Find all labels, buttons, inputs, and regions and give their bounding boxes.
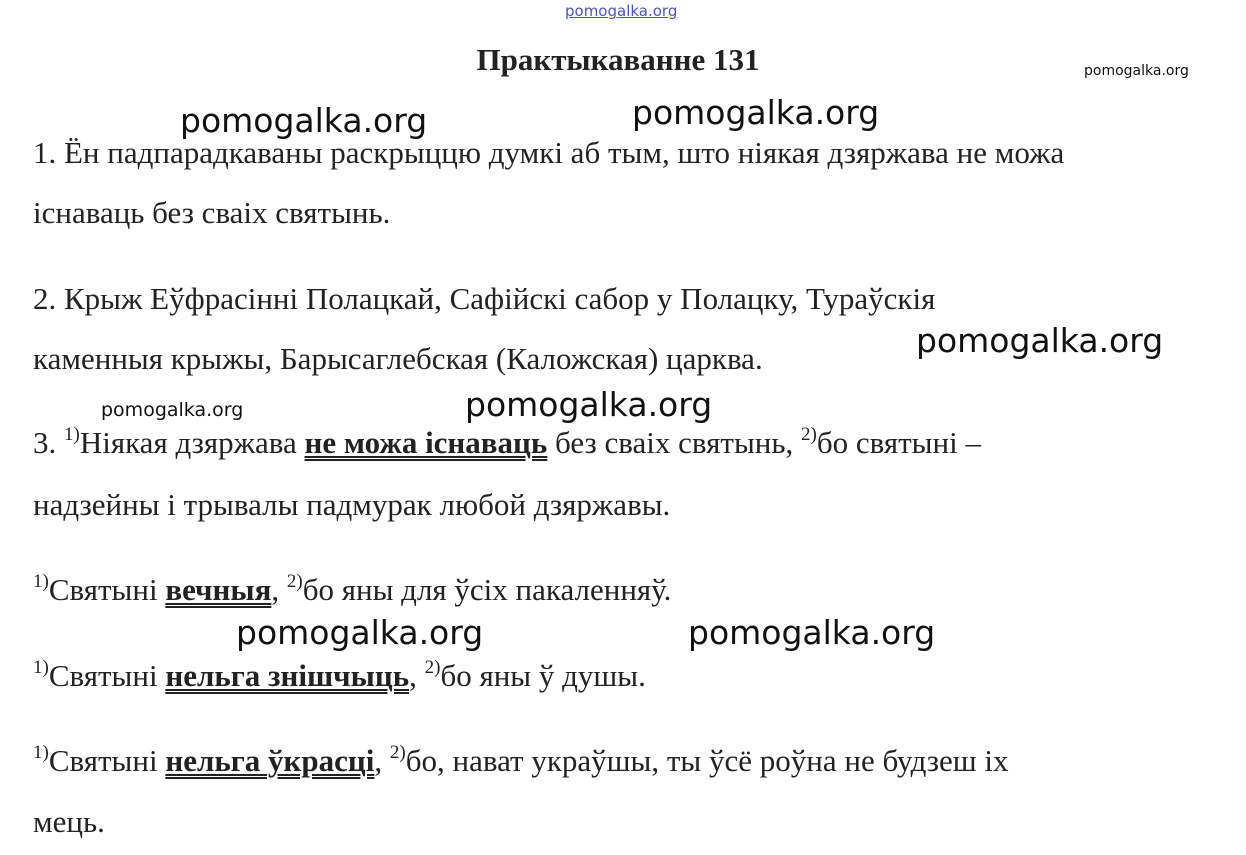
clause-marker-1: 1)	[64, 424, 80, 445]
page-title: Практыкаванне 131	[476, 42, 760, 77]
sentence-1-before: Святыні	[48, 572, 166, 607]
watermark-row5-left: pomogalka.org	[236, 613, 484, 652]
watermark-row1-left: pomogalka.org	[180, 101, 428, 140]
sentence-2-after: бо яны ў душы.	[440, 658, 646, 693]
sentence-1-after: бо яны для ўсіх пакаленняў.	[302, 572, 672, 607]
sentence-2-comma: ,	[409, 658, 425, 693]
para3-after: без сваіх святынь,	[547, 425, 802, 460]
sentence-2-before: Святыні	[48, 658, 166, 693]
clause-marker-2: 2)	[424, 657, 441, 678]
watermark-top-link[interactable]: pomogalka.org	[565, 2, 678, 20]
sentence-2	[33, 657, 646, 693]
para3-before: Ніякая дзяржава	[79, 425, 305, 460]
sentence-3	[33, 742, 1009, 778]
para3-line2: надзейны і трывалы падмурак любой дзяржавы.	[33, 487, 671, 522]
para3-number: 3.	[33, 425, 64, 460]
clause-marker-2: 2)	[801, 424, 817, 445]
para2-line2: каменныя крыжы, Барысаглебская (Каложская) царква.	[33, 341, 763, 376]
para3-tail: бо святыні –	[816, 425, 981, 460]
para1-line1: 1. Ён падпарадкаваны раскрыццю думкі аб тым, што ніякая дзяржава не можа	[33, 135, 1065, 170]
watermark-row3-big: pomogalka.org	[465, 385, 713, 424]
predicate-highlight: нельга знішчыць	[165, 658, 410, 693]
watermark-row3-small: pomogalka.org	[101, 399, 244, 421]
clause-marker-2: 2)	[389, 742, 406, 763]
para3-line1	[33, 424, 981, 460]
watermark-row1-right: pomogalka.org	[632, 93, 880, 132]
predicate-highlight: нельга ўкрасці	[165, 743, 375, 778]
sentence-1	[33, 571, 672, 607]
clause-marker-2: 2)	[286, 571, 303, 592]
sentence-3-before: Святыні	[48, 743, 166, 778]
predicate-highlight: вечныя	[165, 572, 272, 607]
watermark-mid-right: pomogalka.org	[916, 321, 1164, 360]
watermark-row5-right: pomogalka.org	[688, 613, 936, 652]
clause-marker-1: 1)	[33, 571, 49, 592]
predicate-highlight: не можа існаваць	[304, 425, 548, 460]
para2-line1: 2. Крыж Еўфрасінні Полацкай, Сафійскі сабор у Полацку, Тураўскія	[33, 281, 936, 316]
para1-line2: існаваць без сваіх святынь.	[33, 195, 391, 230]
watermark-corner: pomogalka.org	[1084, 63, 1189, 79]
clause-marker-1: 1)	[33, 657, 49, 678]
sentence-3-line2: мець.	[33, 804, 105, 839]
sentence-3-after: бо, нават украўшы, ты ўсё роўна не будзеш іх	[405, 743, 1009, 778]
sentence-1-comma: ,	[271, 572, 287, 607]
sentence-3-comma: ,	[374, 743, 390, 778]
clause-marker-1: 1)	[33, 742, 49, 763]
